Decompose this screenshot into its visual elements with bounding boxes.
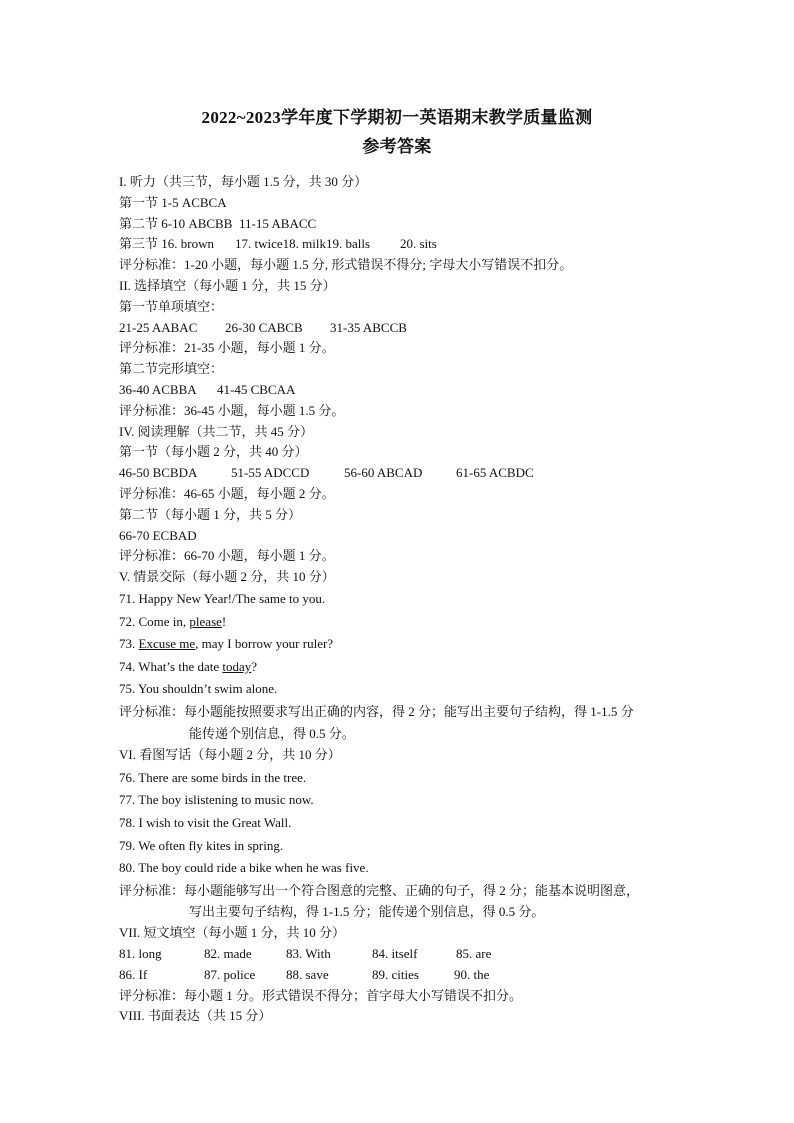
underlined-key-word: today xyxy=(222,658,252,674)
answer-group: 26-30 CABCB xyxy=(225,319,303,335)
choice-part2-answers xyxy=(119,380,719,401)
reading-part2-answers: 66-70 ECBAD xyxy=(119,527,197,543)
listening-part1: 第一节 1-5 ACBCA xyxy=(119,194,227,210)
answer-content xyxy=(119,172,719,1027)
picture-criteria-line1: 评分标准：每小题能够写出一个符合图意的完整、正确的句子，得 2 分；能基本说明图意， xyxy=(119,882,640,898)
reading-criteria2: 评分标准：66-70 小题，每小题 1 分。 xyxy=(119,548,335,564)
section-dialogue-heading: V. 情景交际（每小题 2 分，共 10 分） xyxy=(119,569,335,585)
answer-item: 81. long xyxy=(119,946,162,962)
answer-group: 51-55 ADCCD xyxy=(231,465,310,481)
listening-part3 xyxy=(119,234,719,255)
answer-item: 82. made xyxy=(204,946,252,962)
choice-part1-label: 第一节单项填空： xyxy=(119,298,224,314)
section-reading-heading: IV. 阅读理解（共二节，共 45 分） xyxy=(119,423,314,439)
underlined-key-word: please xyxy=(189,613,222,629)
answer-item: 89. cities xyxy=(372,966,419,982)
listening-criteria: 评分标准：1-20 小题，每小题 1.5 分, 形式错误不得分; 字母大小写错误不扣分。 xyxy=(119,257,573,273)
choice-criteria2: 评分标准：36-45 小题，每小题 1.5 分。 xyxy=(119,402,345,418)
answer-77: 77. The boy islistening to music now. xyxy=(119,792,314,808)
document-subtitle: 参考答案 xyxy=(362,137,432,156)
answer-75: 75. You shouldn’t swim alone. xyxy=(119,681,278,697)
section-choice-heading: II. 选择填空（每小题 1 分，共 15 分） xyxy=(119,277,336,293)
reading-part1-label: 第一节（每小题 2 分，共 40 分） xyxy=(119,444,308,460)
answer-group: 36-40 ACBBA xyxy=(119,381,197,397)
document-title: 2022~2023学年度下学期初一英语期末教学质量监测 xyxy=(201,108,593,127)
answer-group: 第三节 16. brown xyxy=(119,236,214,252)
answer-group: 46-50 BCBDA xyxy=(119,465,198,481)
cloze-criteria: 评分标准：每小题 1 分。形式错误不得分；首字母大小写错误不扣分。 xyxy=(119,987,523,1003)
picture-criteria-line2: 写出主要句子结构，得 1-1.5 分；能传递个别信息，得 0.5 分。 xyxy=(189,904,545,920)
answer-text: ? xyxy=(251,658,258,674)
answer-78: 78. I wish to visit the Great Wall. xyxy=(119,815,292,831)
answer-74 xyxy=(119,656,719,679)
choice-part1-answers xyxy=(119,318,719,339)
reading-part2-label: 第二节（每小题 1 分，共 5 分） xyxy=(119,506,302,522)
answer-text: 73. xyxy=(119,636,139,652)
answer-79: 79. We often fly kites in spring. xyxy=(119,837,284,853)
cloze-answers-row2 xyxy=(119,965,719,986)
answer-text: 74. What’s the date xyxy=(119,658,223,674)
answer-text: ! xyxy=(221,613,227,629)
answer-item: 83. With xyxy=(286,946,331,962)
answer-76: 76. There are some birds in the tree. xyxy=(119,769,307,785)
answer-71: 71. Happy New Year!/The same to you. xyxy=(119,590,326,606)
dialogue-criteria-line2: 能传递个别信息，得 0.5 分。 xyxy=(189,725,355,741)
reading-part1-answers xyxy=(119,463,719,484)
listening-part2 xyxy=(119,214,719,235)
answer-item: 85. are xyxy=(456,946,492,962)
answer-group: 21-25 AABAC xyxy=(119,319,198,335)
answer-73 xyxy=(119,633,719,656)
answer-group: 20. sits xyxy=(400,236,437,252)
answer-text: , may I borrow your ruler? xyxy=(195,636,334,652)
answer-text: 72. Come in, xyxy=(119,613,190,629)
dialogue-criteria-line1: 评分标准：每小题能按照要求写出正确的内容，得 2 分；能写出主要句子结构，得 1-1.5 分 xyxy=(119,703,634,719)
answer-group: 56-60 ABCAD xyxy=(344,465,423,481)
answer-item: 86. If xyxy=(119,966,148,982)
answer-group: 11-15 ABACC xyxy=(239,215,317,231)
underlined-key-word: Excuse me xyxy=(138,636,196,652)
choice-part2-label: 第二节完形填空： xyxy=(119,361,224,377)
section-picture-writing-heading: VI. 看图写话（每小题 2 分，共 10 分） xyxy=(119,747,341,763)
answer-item: 88. save xyxy=(286,966,329,982)
answer-72 xyxy=(119,611,719,634)
answer-item: 90. the xyxy=(454,966,490,982)
answer-item: 84. itself xyxy=(372,946,418,962)
answer-80: 80. The boy could ride a bike when he was five. xyxy=(119,860,369,876)
answer-group: 第二节 6-10 ABCBB xyxy=(119,215,233,231)
reading-criteria1: 评分标准：46-65 小题，每小题 2 分。 xyxy=(119,485,335,501)
answer-group: 17. twice18. milk19. balls xyxy=(235,236,371,252)
cloze-answers-row1 xyxy=(119,944,719,965)
section-listening-heading: I. 听力（共三节，每小题 1.5 分，共 30 分） xyxy=(119,174,368,189)
section-writing-heading: VIII. 书面表达（共 15 分） xyxy=(119,1008,272,1024)
answer-item: 87. police xyxy=(204,966,256,982)
answer-group: 31-35 ABCCB xyxy=(330,319,407,335)
choice-criteria1: 评分标准：21-35 小题，每小题 1 分。 xyxy=(119,340,335,356)
answer-group: 41-45 CBCAA xyxy=(217,381,296,397)
answer-group: 61-65 ACBDC xyxy=(456,465,534,481)
section-cloze-heading: VII. 短文填空（每小题 1 分，共 10 分） xyxy=(119,925,346,941)
